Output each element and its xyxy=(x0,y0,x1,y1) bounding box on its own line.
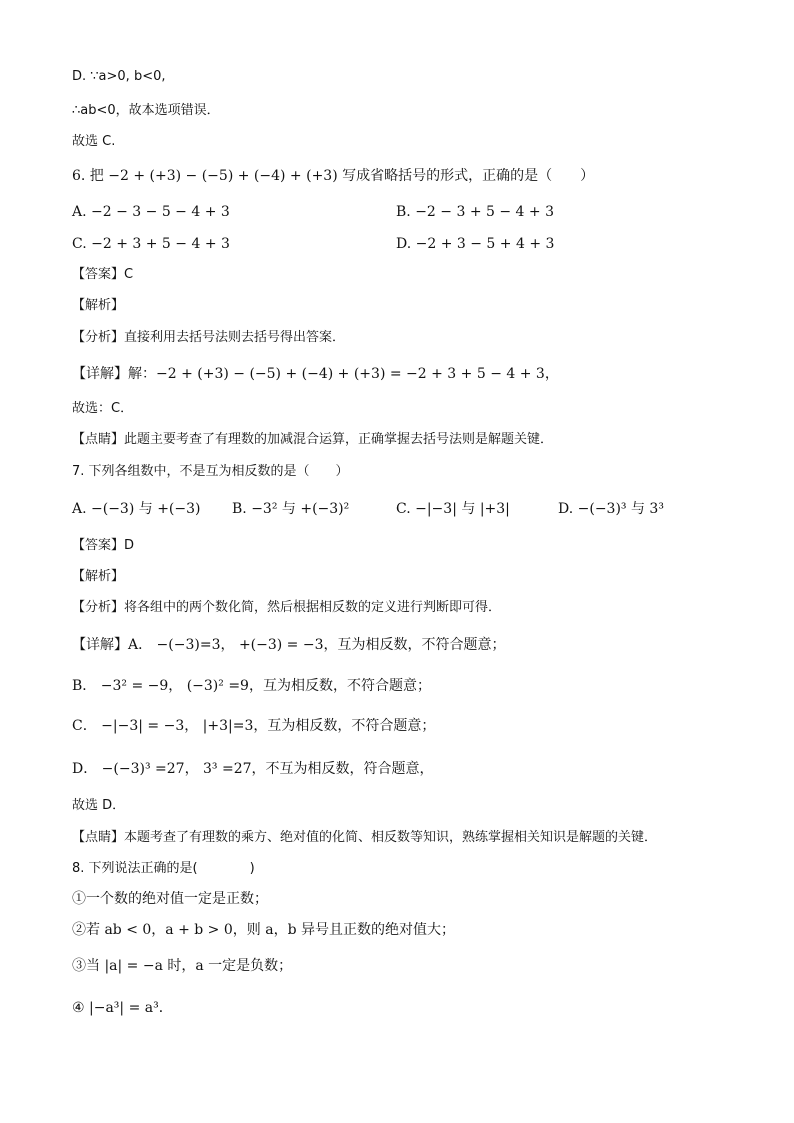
q8-statement-1: ①一个数的绝对值一定是正数； xyxy=(72,891,268,907)
question-7-stem: 7. 下列各组数中，不是互为相反数的是（ ） xyxy=(72,464,349,479)
question-8-stem: 8. 下列说法正确的是( ) xyxy=(72,861,255,876)
q7-detail-d: D． −(−3)³ =27， 3³ =27，不互为相反数，符合题意， xyxy=(72,761,434,777)
q6-dianjing: 【点睛】此题主要考查了有理数的加减混合运算，正确掌握去括号法则是解题关键． xyxy=(72,432,554,447)
q7-dianjing: 【点睛】本题考查了有理数的乘方、绝对值的化简、相反数等知识，熟练掌握相关知识是解题的关键． xyxy=(72,830,658,845)
q7-fenxi: 【分析】将各组中的两个数化简，然后根据相反数的定义进行判断即可得． xyxy=(72,600,502,615)
q7-option-a: A. −(−3) 与 +(−3) xyxy=(72,501,201,517)
text-line: ∴ab<0，故本选项错误． xyxy=(72,103,220,118)
q7-detail-b: B． −3² = −9， (−3)² =9，互为相反数，不符合题意； xyxy=(72,678,431,694)
q7-detail-c: C． −|−3| = −3， |+3|=3，互为相反数，不符合题意； xyxy=(72,718,436,734)
q7-option-b: B. −3² 与 +(−3)² xyxy=(232,501,350,517)
q6-option-d: D. −2 + 3 − 5 + 4 + 3 xyxy=(396,236,555,252)
q6-jiexi: 【解析】 xyxy=(72,298,125,313)
q6-option-b: B. −2 − 3 + 5 − 4 + 3 xyxy=(396,204,554,220)
q7-choose: 故选 D． xyxy=(72,798,126,813)
q7-answer: 【答案】D xyxy=(72,538,135,553)
question-6-stem: 6. 把 −2 + (+3) − (−5) + (−4) + (+3) 写成省略括号的形式，正确的是（ ） xyxy=(72,168,595,184)
q8-statement-3: ③当 |a| = −a 时，a 一定是负数； xyxy=(72,958,293,974)
q7-option-c: C. −|−3| 与 |+3| xyxy=(396,501,510,517)
q6-option-c: C. −2 + 3 + 5 − 4 + 3 xyxy=(72,236,230,252)
text-line: D. ∵a>0, b<0, xyxy=(72,69,166,84)
q6-fenxi: 【分析】直接利用去括号法则去括号得出答案． xyxy=(72,330,346,345)
q6-option-a: A. −2 − 3 − 5 − 4 + 3 xyxy=(72,204,230,220)
text-line: 故选 C. xyxy=(72,134,116,149)
q7-jiexi: 【解析】 xyxy=(72,569,125,584)
q8-statement-2: ②若 ab < 0，a + b > 0，则 a，b 异号且正数的绝对值大； xyxy=(72,922,455,938)
q6-detail: 【详解】解：−2 + (+3) − (−5) + (−4) + (+3) = −2 + 3 + 5 − 4 + 3， xyxy=(72,366,559,382)
q6-choose: 故选：C． xyxy=(72,401,134,416)
q7-detail-a: 【详解】A． −(−3)=3， +(−3) = −3，互为相反数，不符合题意； xyxy=(72,637,506,653)
q8-statement-4: ④ |−a³| = a³． xyxy=(72,1000,173,1016)
q6-answer: 【答案】C xyxy=(72,267,134,282)
q7-option-d: D. −(−3)³ 与 3³ xyxy=(558,501,664,517)
